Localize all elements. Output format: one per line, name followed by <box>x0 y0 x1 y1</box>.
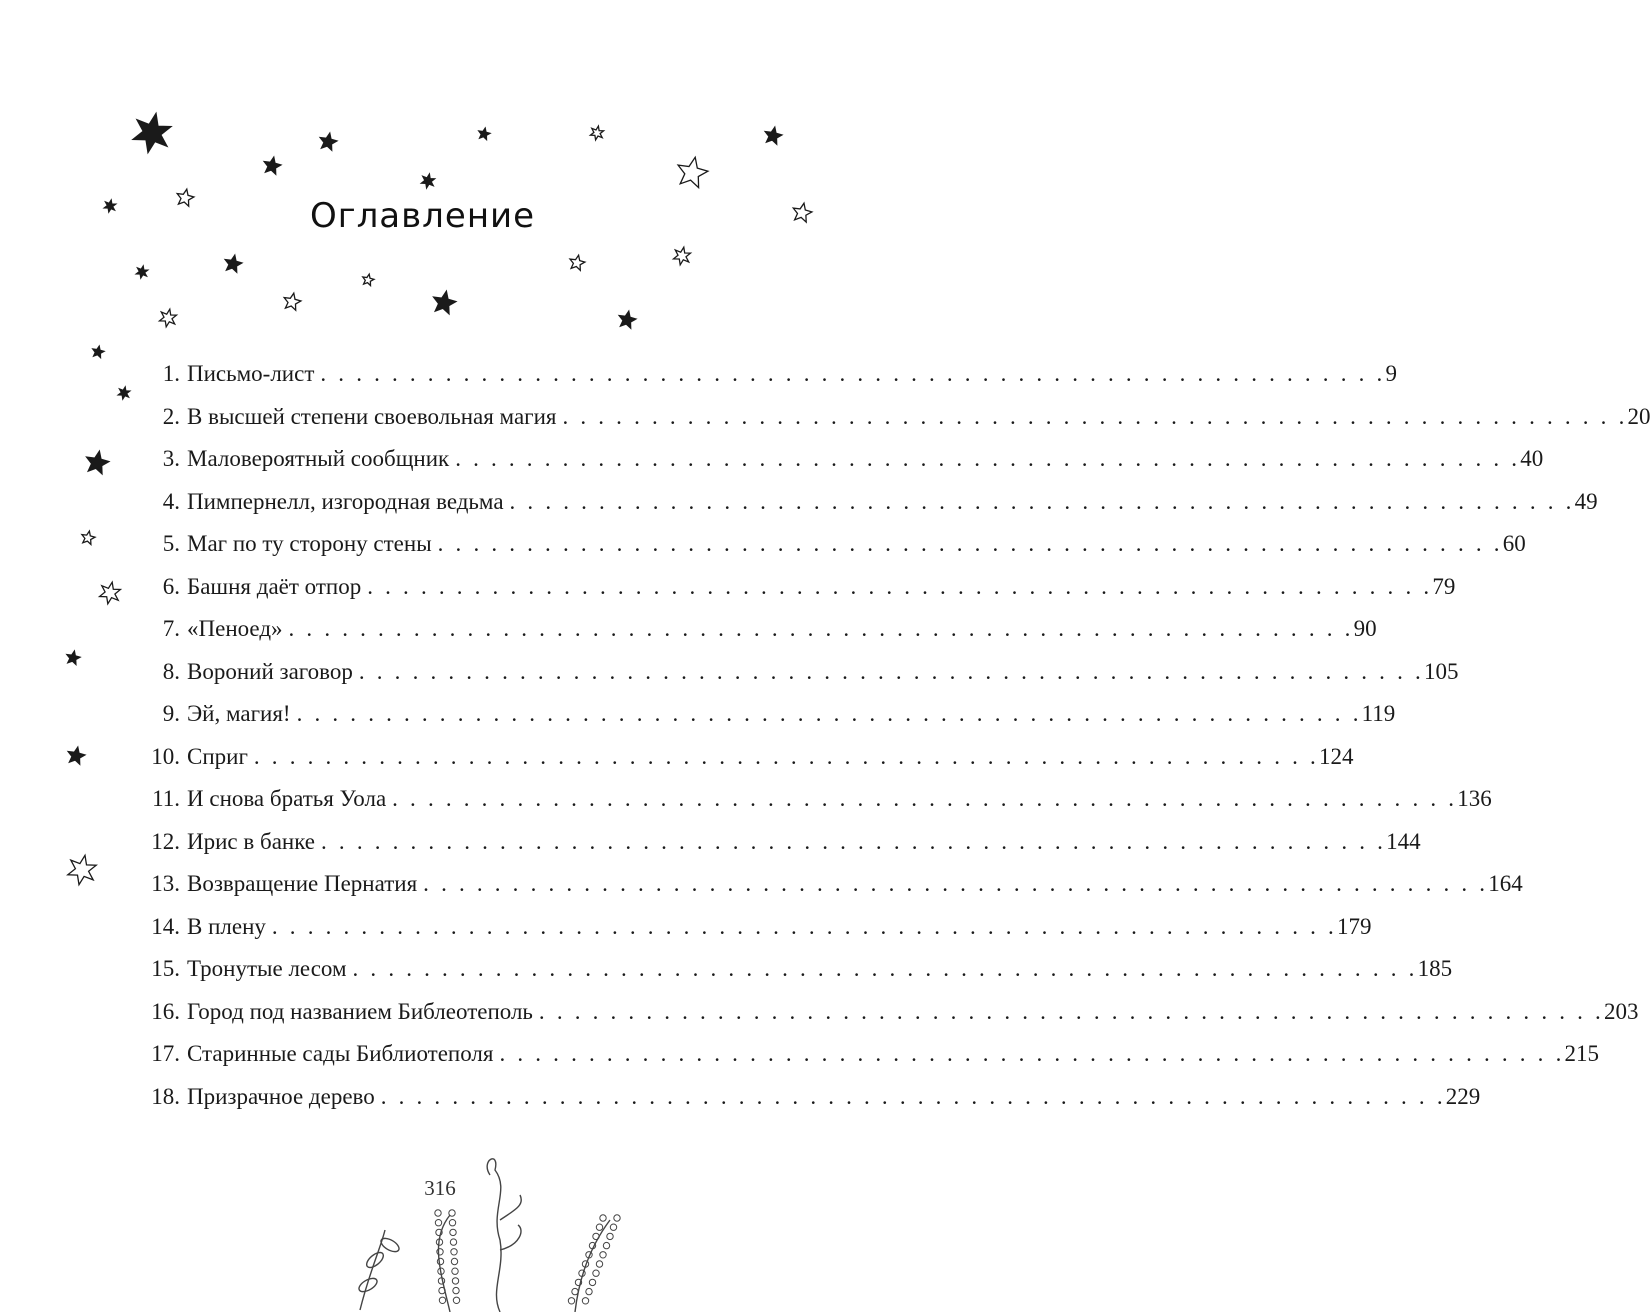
toc-row <box>130 910 1372 944</box>
star-icon <box>68 747 85 764</box>
chapter-title: Башня даёт отпор <box>187 573 362 599</box>
toc-entry <box>187 867 1523 901</box>
chapter-number: 1. <box>162 361 180 386</box>
chapter-page-number: 60 <box>1502 531 1526 556</box>
star-icon <box>68 855 96 884</box>
toc-row <box>130 400 1651 434</box>
chapter-page-number: 79 <box>1432 573 1456 599</box>
chapter-page-number: 119 <box>1361 701 1396 726</box>
chapter-title: Призрачное дерево <box>187 1083 375 1109</box>
chapter-title: В плену <box>187 913 266 939</box>
fern-leaflet <box>451 1258 457 1264</box>
fern-leaflet <box>451 1249 457 1255</box>
fern-leaflet <box>452 1278 458 1284</box>
fern-leaflet <box>450 1239 456 1245</box>
fern-leaflet <box>438 1278 444 1284</box>
toc-entry <box>187 485 1598 519</box>
star-icon <box>434 291 456 314</box>
leader-dots: . . . . . . . . . . . . . . . . . . . . . . . . . . . . . . . . . . . . . . . . . . . . . . . . . . . . . . . . . . . . <box>288 616 1354 641</box>
toc-entry <box>187 825 1421 859</box>
star-icon <box>100 582 121 604</box>
fern-leaflet <box>610 1224 616 1230</box>
leader-dots: . . . . . . . . . . . . . . . . . . . . . . . . . . . . . . . . . . . . . . . . . . . . . . . . . . . . . . . . . . . . <box>320 361 1386 386</box>
chapter-page-number: 105 <box>1423 658 1459 684</box>
chapter-title: «Пеноед» <box>187 616 283 641</box>
toc-row <box>130 782 1492 816</box>
fern-leaflet <box>603 1242 609 1248</box>
chapter-page-number: 136 <box>1457 786 1492 811</box>
star-icon <box>93 346 104 357</box>
star-icon <box>479 128 490 139</box>
star-icon <box>674 247 691 265</box>
toc-entry <box>187 612 1377 646</box>
leader-dots: . . . . . . . . . . . . . . . . . . . . . . . . . . . . . . . . . . . . . . . . . . . . . . . . . . . . . . . . . . . . <box>499 1041 1565 1066</box>
chapter-page-number: 203 <box>1603 998 1639 1024</box>
fern-leaflet <box>568 1298 574 1304</box>
leader-dots: . . . . . . . . . . . . . . . . . . . . . . . . . . . . . . . . . . . . . . . . . . . . . . . . . . . . . . . . . . . . <box>392 786 1458 811</box>
chapter-number: 3. <box>162 446 180 471</box>
fern-leaflet <box>586 1288 592 1294</box>
toc-row <box>130 825 1421 859</box>
fern-leaflet <box>607 1233 613 1239</box>
leader-dots: . . . . . . . . . . . . . . . . . . . . . . . . . . . . . . . . . . . . . . . . . . . . . . . . . . . . . . . . . . . . <box>271 913 1337 939</box>
fern-leaflet <box>449 1210 455 1216</box>
star-icon <box>570 255 585 270</box>
chapter-number: 8. <box>162 658 180 684</box>
chapter-number: 18. <box>151 1083 180 1109</box>
toc-entry <box>187 952 1453 986</box>
toc-entry <box>187 442 1544 476</box>
fern-leaflet <box>453 1297 459 1303</box>
toc-entry <box>187 655 1459 689</box>
star-icon <box>590 126 603 140</box>
chapter-title: И снова братья Уола <box>187 786 387 811</box>
toc-row <box>130 655 1459 689</box>
toc-entry <box>187 527 1526 561</box>
chapter-number: 5. <box>162 531 180 556</box>
leader-dots: . . . . . . . . . . . . . . . . . . . . . . . . . . . . . . . . . . . . . . . . . . . . . . . . . . . . . . . . . . . . <box>296 701 1362 726</box>
star-icon <box>136 266 147 278</box>
chapter-title: Возвращение Пернатия <box>187 871 418 896</box>
chapter-number: 11. <box>152 786 180 811</box>
toc-entry <box>187 995 1639 1029</box>
toc-row <box>130 995 1639 1029</box>
star-icon <box>87 451 109 474</box>
chapter-number: 7. <box>162 616 180 641</box>
botanical-illustration <box>340 1150 640 1312</box>
star-icon <box>421 174 434 188</box>
star-icon <box>320 133 337 150</box>
star-icon <box>160 309 177 327</box>
fern-leaflet <box>593 1233 599 1239</box>
fern-leaflet <box>614 1215 620 1221</box>
toc-entry <box>187 910 1372 944</box>
fern-leaflet <box>582 1298 588 1304</box>
chapter-number: 14. <box>151 913 180 939</box>
star-icon <box>225 255 242 272</box>
chapter-number: 13. <box>151 871 180 896</box>
chapter-title: Маг по ту сторону стены <box>187 531 432 556</box>
toc-row <box>130 1080 1481 1114</box>
toc-row <box>130 612 1377 646</box>
fern-leaflet <box>589 1279 595 1285</box>
chapter-number: 17. <box>151 1041 180 1066</box>
fern-leaflet <box>572 1288 578 1294</box>
toc-entry <box>187 1037 1600 1071</box>
toc-row <box>130 570 1456 604</box>
toc-row <box>130 740 1354 774</box>
leader-dots: . . . . . . . . . . . . . . . . . . . . . . . . . . . . . . . . . . . . . . . . . . . . . . . . . . . . . . . . . . . . <box>423 871 1489 896</box>
page-number: 316 <box>424 1176 456 1200</box>
leader-dots: . . . . . . . . . . . . . . . . . . . . . . . . . . . . . . . . . . . . . . . . . . . . . . . . . . . . . . . . . . . . <box>509 488 1575 514</box>
toc-row <box>130 442 1544 476</box>
chapter-title: Эй, магия! <box>187 701 291 726</box>
toc-row <box>130 952 1453 986</box>
toc-entry <box>187 697 1396 731</box>
chapter-page-number: 49 <box>1574 488 1598 514</box>
chapter-number: 16. <box>151 998 180 1024</box>
toc-entry <box>187 570 1456 604</box>
chapter-title: Тронутые лесом <box>187 956 347 981</box>
star-icon <box>82 531 95 544</box>
chapter-title: Пимпернелл, изгородная ведьма <box>187 488 504 514</box>
fern-leaflet <box>452 1268 458 1274</box>
fern-leaflet <box>439 1297 445 1303</box>
chapter-title: Маловероятный сообщник <box>187 446 450 471</box>
leader-dots: . . . . . . . . . . . . . . . . . . . . . . . . . . . . . . . . . . . . . . . . . . . . . . . . . . . . . . . . . . . . <box>352 956 1418 981</box>
leader-dots: . . . . . . . . . . . . . . . . . . . . . . . . . . . . . . . . . . . . . . . . . . . . . . . . . . . . . . . . . . . . <box>367 573 1433 599</box>
chapter-number: 4. <box>162 488 180 514</box>
toc-row <box>130 697 1396 731</box>
star-icon <box>133 113 171 152</box>
leader-dots: . . . . . . . . . . . . . . . . . . . . . . . . . . . . . . . . . . . . . . . . . . . . . . . . . . . . . . . . . . . . <box>380 1083 1446 1109</box>
toc-entry <box>187 400 1651 434</box>
chapter-number: 2. <box>162 403 180 429</box>
star-icon <box>67 651 80 664</box>
chapter-title: Город под названием Библеотеполь <box>187 998 533 1024</box>
chapter-page-number: 124 <box>1318 743 1354 769</box>
vine-center <box>487 1159 501 1312</box>
fern-leaflet <box>450 1229 456 1235</box>
leader-dots: . . . . . . . . . . . . . . . . . . . . . . . . . . . . . . . . . . . . . . . . . . . . . . . . . . . . . . . . . . . . <box>455 446 1521 471</box>
chapter-title: Письмо-лист <box>187 361 315 386</box>
fern-leaflet <box>437 1249 443 1255</box>
chapter-page-number: 164 <box>1488 871 1523 896</box>
chapter-title: В высшей степени своевольная магия <box>187 403 557 429</box>
chapter-number: 12. <box>151 828 180 854</box>
fern-leaflet <box>449 1220 455 1226</box>
fern-leaflet <box>437 1258 443 1264</box>
chapter-page-number: 215 <box>1564 1041 1600 1066</box>
toc-row <box>130 1037 1600 1071</box>
star-icon <box>765 127 782 144</box>
chapter-number: 6. <box>162 573 180 599</box>
fern-leaflet <box>435 1220 441 1226</box>
leader-dots: . . . . . . . . . . . . . . . . . . . . . . . . . . . . . . . . . . . . . . . . . . . . . . . . . . . . . . . . . . . . <box>253 743 1319 769</box>
chapter-page-number: 229 <box>1445 1083 1481 1109</box>
chapter-page-number: 40 <box>1520 446 1544 471</box>
chapter-title: Ирис в банке <box>187 828 316 854</box>
toc-row <box>130 867 1523 901</box>
chapter-number: 15. <box>151 956 180 981</box>
chapter-page-number: 179 <box>1336 913 1372 939</box>
chapter-title: Вороний заговор <box>187 658 353 684</box>
leader-dots: . . . . . . . . . . . . . . . . . . . . . . . . . . . . . . . . . . . . . . . . . . . . . . . . . . . . . . . . . . . . <box>321 828 1387 854</box>
leader-dots: . . . . . . . . . . . . . . . . . . . . . . . . . . . . . . . . . . . . . . . . . . . . . . . . . . . . . . . . . . . . <box>358 658 1424 684</box>
chapter-number: 10. <box>151 743 180 769</box>
leader-dots: . . . . . . . . . . . . . . . . . . . . . . . . . . . . . . . . . . . . . . . . . . . . . . . . . . . . . . . . . . . . <box>562 403 1628 429</box>
chapter-title: Старинные сады Библиотеполя <box>187 1041 494 1066</box>
fern-right <box>575 1220 610 1312</box>
chapter-title: Сприг <box>187 743 248 769</box>
chapter-page-number: 185 <box>1417 956 1453 981</box>
fern-leaflet <box>435 1210 441 1216</box>
chapter-page-number: 144 <box>1386 828 1421 854</box>
star-icon <box>284 293 301 310</box>
page-title: Оглавление <box>309 196 536 236</box>
chapter-page-number: 9 <box>1385 361 1397 386</box>
chapter-number: 9. <box>162 701 180 726</box>
toc-entry <box>187 782 1492 816</box>
toc-entry <box>187 357 1397 391</box>
chapter-page-number: 90 <box>1353 616 1377 641</box>
toc-row <box>130 485 1598 519</box>
toc-entry <box>187 740 1354 774</box>
leader-dots: . . . . . . . . . . . . . . . . . . . . . . . . . . . . . . . . . . . . . . . . . . . . . . . . . . . . . . . . . . . . <box>538 998 1604 1024</box>
leader-dots: . . . . . . . . . . . . . . . . . . . . . . . . . . . . . . . . . . . . . . . . . . . . . . . . . . . . . . . . . . . . <box>437 531 1503 556</box>
star-icon <box>363 274 374 285</box>
fern-leaflet <box>593 1270 599 1276</box>
star-icon <box>678 157 708 187</box>
fern-leaflet <box>600 1215 606 1221</box>
fern-leaflet <box>596 1261 602 1267</box>
star-icon <box>118 387 129 399</box>
star-icon <box>619 311 636 328</box>
chapter-page-number: 20 <box>1627 403 1651 429</box>
fern-leaflet <box>600 1252 606 1258</box>
fern-leaflet <box>596 1224 602 1230</box>
toc-row <box>130 357 1397 391</box>
fern-leaflet <box>453 1287 459 1293</box>
toc-entry <box>187 1080 1481 1114</box>
star-icon <box>264 157 281 174</box>
toc-row <box>130 527 1526 561</box>
